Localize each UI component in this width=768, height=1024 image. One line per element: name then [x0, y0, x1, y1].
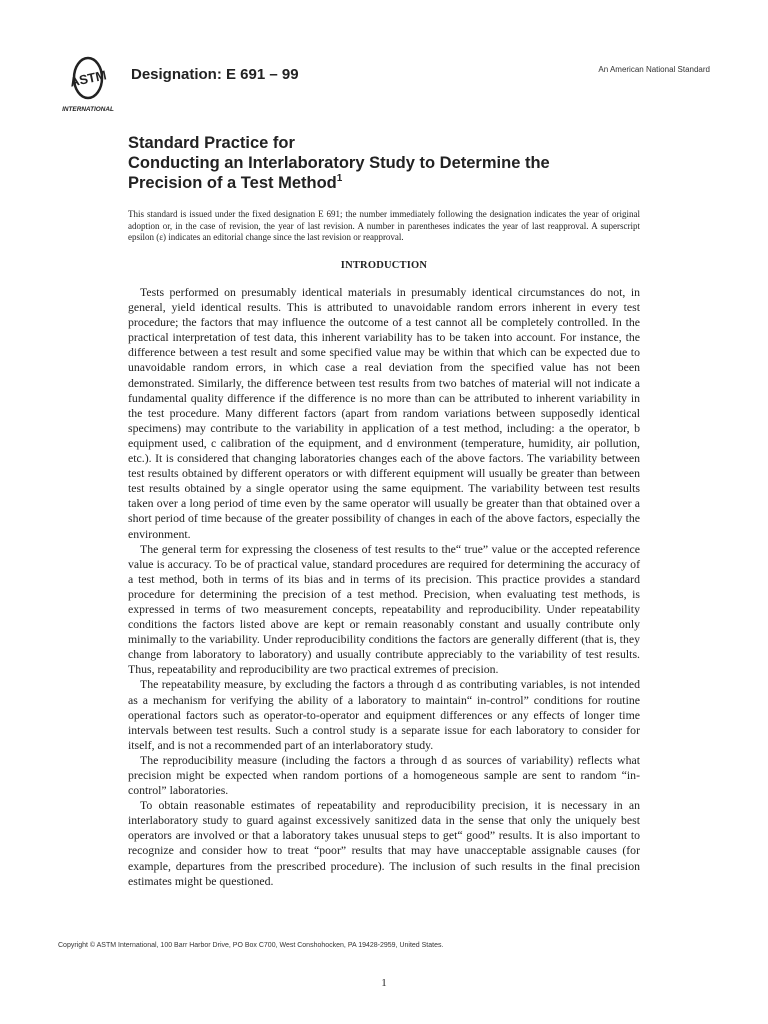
intro-paragraph-2: The general term for expressing the closeness of test results to the“ true” value or the accepted reference value is accuracy. To be of practical value, standard procedures are required for determining the accuracy of a test method, both in terms of its bias and in terms of its precision. This practice provides a standard procedure for determining the precision of a test method. Precision, when evaluating test methods, is expressed in terms of two measurement concepts, repeatability and reproducibility. Under repeatability conditions the factors listed above are kept or remain reasonably constant and usually contribute only minimally to the variability. Under reproducibility conditions the factors are generally different (that is, they change from laboratory to laboratory) and usually contribute appreciably to the variability of test results. Thus, repeatability and reproducibility are two practical extremes of precision. [128, 541, 640, 677]
title-line-3 [128, 173, 728, 193]
copyright-notice: Copyright © ASTM International, 100 Barr Harbor Drive, PO Box C700, West Conshohocken, PA 19428-2959, United States. [58, 942, 444, 949]
document-title [128, 133, 728, 193]
astm-logo [58, 56, 122, 116]
intro-paragraph-1: Tests performed on presumably identical materials in presumably identical circumstances do not, in general, yield identical results. This is attributed to unavoidable random errors inherent in every test procedure; the factors that may influence the outcome of a test cannot all be completely controlled. In the practical interpretation of test data, this inherent variability has to be taken into account. For instance, the difference between a test result and some specified value may be within that which can be expected due to unavoidable random errors, in which case a real deviation from the specified value has not been demonstrated. Similarly, the difference between test results from two batches of material will not indicate a fundamental quality difference if the difference is no more than can be attributed to inherent variability in the test procedure. Many different factors (apart from random variations between supposedly identical specimens) may contribute to the variability in application of a test method, including: a the operator, b equipment used, c calibration of the equipment, and d environment (temperature, humidity, air pollution, etc.). It is considered that changing laboratories changes each of the above factors. The variability between test results obtained by different operators or with different equipment will usually be greater than between test results obtained by a single operator using the same equipment. The variability between test results taken over a long period of time even by the same operator will usually be greater than that obtained over a short period of time because of the greater possibility of changes in each of the above factors, especially the environment. [128, 285, 640, 541]
astm-logo-icon [58, 56, 122, 116]
title-footnote-mark: 1 [336, 173, 343, 184]
national-standard-label: An American National Standard [598, 65, 710, 74]
title-line-3-text: Precision of a Test Method [128, 174, 337, 192]
issuance-notice: This standard is issued under the fixed designation E 691; the number immediately following the designation indicates the year of original adoption or, in the case of revision, the year of last revision. A number in parentheses indicates the year of last reapproval. A superscript epsilon (ε) indicates an editorial change since the last revision or reapproval. [128, 209, 640, 242]
title-line-1: Standard Practice for [128, 134, 295, 152]
intro-paragraph-3: The repeatability measure, by excluding the factors a through d as contributing variables, is not intended as a mechanism for verifying the ability of a laboratory to maintain“ in-control” conditions for routine operational factors such as operator-to-operator and equipment differences or any effects of longer time intervals between test results. Such a control study is a separate issue for each laboratory to consider for itself, and is not a recommended part of an interlaboratory study. [128, 677, 640, 752]
svg-text:ASTM: ASTM [68, 67, 108, 90]
svg-text:INTERNATIONAL: INTERNATIONAL [62, 106, 114, 113]
designation: Designation: E 691 – 99 [131, 66, 299, 83]
introduction-heading: INTRODUCTION [340, 260, 428, 271]
intro-paragraph-5: To obtain reasonable estimates of repeatability and reproducibility precision, it is necessary in an interlaboratory study to guard against excessively sanitized data in the sense that only the uniquely best operators are involved or that a laboratory takes unusual steps to get“ good” results. It is also important to recognize and consider how to treat “poor” results that may have unacceptable assignable causes (for example, departures from the prescribed procedure). The inclusion of such results in the final precision estimates might be questioned. [128, 798, 640, 888]
title-line-2: Conducting an Interlaboratory Study to Determine the [128, 154, 550, 172]
page-number: 1 [381, 977, 387, 989]
introduction-body [128, 285, 640, 889]
intro-paragraph-4: The reproducibility measure (including the factors a through d as sources of variability) reflects what precision might be expected when random portions of a homogeneous sample are sent to random “in-control” laboratories. [128, 752, 640, 798]
